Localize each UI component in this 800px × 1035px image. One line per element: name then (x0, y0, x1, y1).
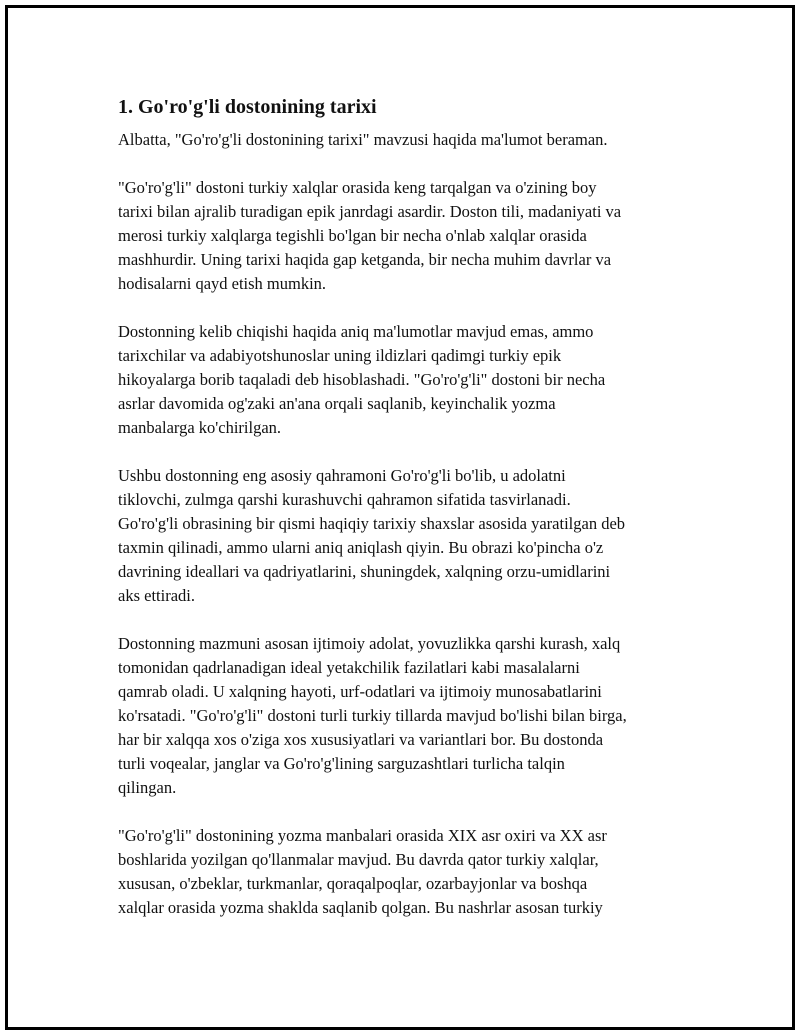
document-body (118, 94, 708, 944)
paragraph-sources: "Go'ro'g'li" dostonining yozma manbalari orasida XIX asr oxiri va XX asr boshlarida yozilgan qo'llanmalar mavjud. Bu davrda qator turkiy xalqlar, xususan, o'zbeklar, turkmanlar, qoraqalpoqlar, ozarbayjonlar va boshqa xalqlar orasida yozma shaklda saqlanib qolgan. Bu nashrlar asosan turkiy (118, 826, 607, 917)
paragraph-origin: Dostonning kelib chiqishi haqida aniq ma'lumotlar mavjud emas, ammo tarixchilar va adabiyotshunoslar uning ildizlari qadimgi turkiy epik hikoyalarga borib taqaladi deb hisoblashadi. "Go'ro'g'li" dostoni bir necha asrlar davomida og'zaki an'ana orqali saqlanib, keyinchalik yozma manbalarga ko'chirilgan. (118, 322, 606, 437)
paragraph-content: Dostonning mazmuni asosan ijtimoiy adolat, yovuzlikka qarshi kurash, xalq tomonidan qadrlanadigan ideal yetakchilik fazilatlari kabi masalalarni qamrab oladi. U xalqning hayoti, urf-odatlari va ijtimoiy munosabatlarini ko'rsatadi. "Go'ro'g'li" dostoni turli turkiy tillarda mavjud bo'lishi bilan birga, har bir xalqqa xos o'ziga xos xususiyatlari va variantlari bor. Bu dostonda turli voqealar, janglar va Go'ro'g'lining sarguzashtlari turlicha talqin qilingan. (118, 634, 627, 797)
paragraph-overview: "Go'ro'g'li" dostoni turkiy xalqlar orasida keng tarqalgan va o'zining boy tarixi bilan ajralib turadigan epik janrdagi asardir. Doston tili, madaniyati va merosi turkiy xalqlarga tegishli bo'lgan bir necha o'nlab xalqlar orasida mashhurdir. Uning tarixi haqida gap ketganda, bir necha muhim davrlar va hodisalarni qayd etish mumkin. (118, 178, 622, 293)
paragraph-intro: Albatta, "Go'ro'g'li dostonining tarixi" mavzusi haqida ma'lumot beraman. (118, 130, 608, 149)
paragraph-hero: Ushbu dostonning eng asosiy qahramoni Go'ro'g'li bo'lib, u adolatni tiklovchi, zulmga qarshi kurashuvchi qahramon sifatida tasvirlanadi. Go'ro'g'li obrasining bir qismi haqiqiy tarixiy shaxslar asosida yaratilgan deb taxmin qilinadi, ammo ularni aniq aniqlash qiyin. Bu obrazi ko'pincha o'z davrining ideallari va qadriyatlarini, shuningdek, xalqning orzu-umidlarini aks ettiradi. (118, 466, 626, 605)
document-title: 1. Go'ro'g'li dostonining tarixi (118, 96, 377, 118)
